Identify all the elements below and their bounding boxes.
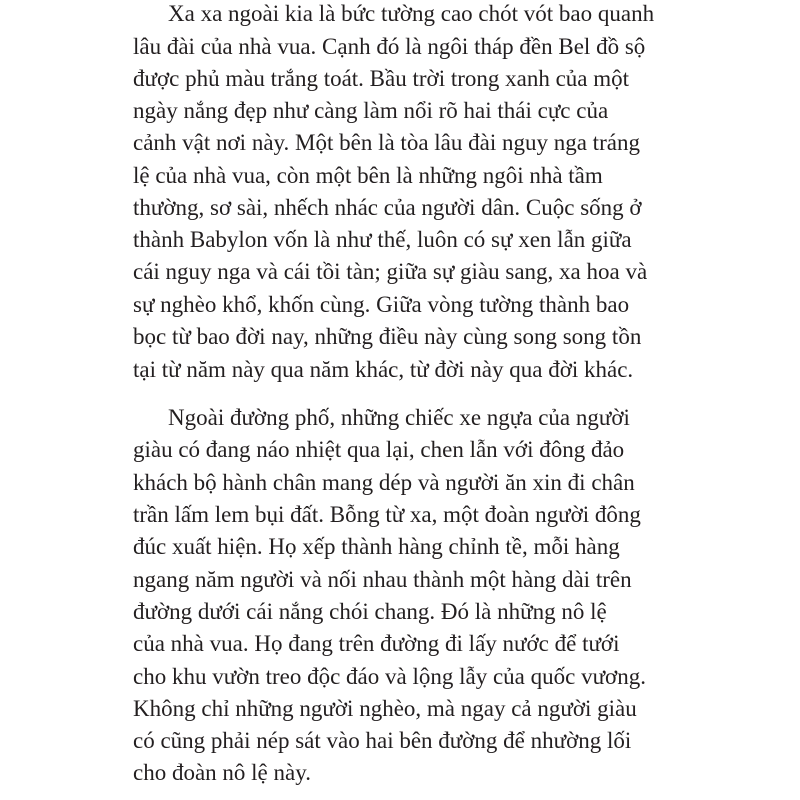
text-line: tại từ năm này qua năm khác, từ đời này qua đời khác. [133,357,634,382]
text-line: ngang năm người và nối nhau thành một hàng dài trên [133,567,632,592]
text-line: Ngoài đường phố, những chiếc xe ngựa của người [168,405,630,430]
text-line: cho đoàn nô lệ này. [133,760,311,785]
text-line: bọc từ bao đời nay, những điều này cùng song song tồn [133,324,642,349]
text-line: Không chỉ những người nghèo, mà ngay cả người giàu [133,696,637,721]
text-line: trần lấm lem bụi đất. Bỗng từ xa, một đoàn người đông [133,502,641,527]
text-line: thành Babylon vốn là như thế, luôn có sự xen lẫn giữa [133,227,632,252]
text-line: sự nghèo khổ, khốn cùng. Giữa vòng tường thành bao [133,292,630,317]
text-line: giàu có đang náo nhiệt qua lại, chen lẫn với đông đảo [133,437,625,462]
text-line: Xa xa ngoài kia là bức tường cao chót vót bao quanh [168,1,655,26]
text-line: đúc xuất hiện. Họ xếp thành hàng chỉnh tề, mỗi hàng [133,534,620,559]
text-line: của nhà vua. Họ đang trên đường đi lấy nước để tưới [133,631,620,656]
text-line: cảnh vật nơi này. Một bên là tòa lâu đài nguy nga tráng [133,130,640,155]
text-line: khách bộ hành chân mang dép và người ăn xin đi chân [133,470,635,495]
text-line: được phủ màu trắng toát. Bầu trời trong xanh của một [133,66,630,91]
text-line: cái nguy nga và cái tồi tàn; giữa sự giàu sang, xa hoa và [133,259,648,284]
text-line: ngày nắng đẹp như càng làm nổi rõ hai thái cực của [133,98,609,123]
text-line: thường, sơ sài, nhếch nhác của người dân. Cuộc sống ở [133,195,642,220]
text-line: lâu đài của nhà vua. Cạnh đó là ngôi tháp đền Bel đồ sộ [133,34,646,59]
text-line: lệ của nhà vua, còn một bên là những ngôi nhà tầm [133,163,603,188]
text-line: cho khu vườn treo độc đáo và lộng lẫy của quốc vương. [133,664,646,689]
text-line: có cũng phải nép sát vào hai bên đường để nhường lối [133,728,632,753]
text-line: đường dưới cái nắng chói chang. Đó là những nô lệ [133,599,607,624]
